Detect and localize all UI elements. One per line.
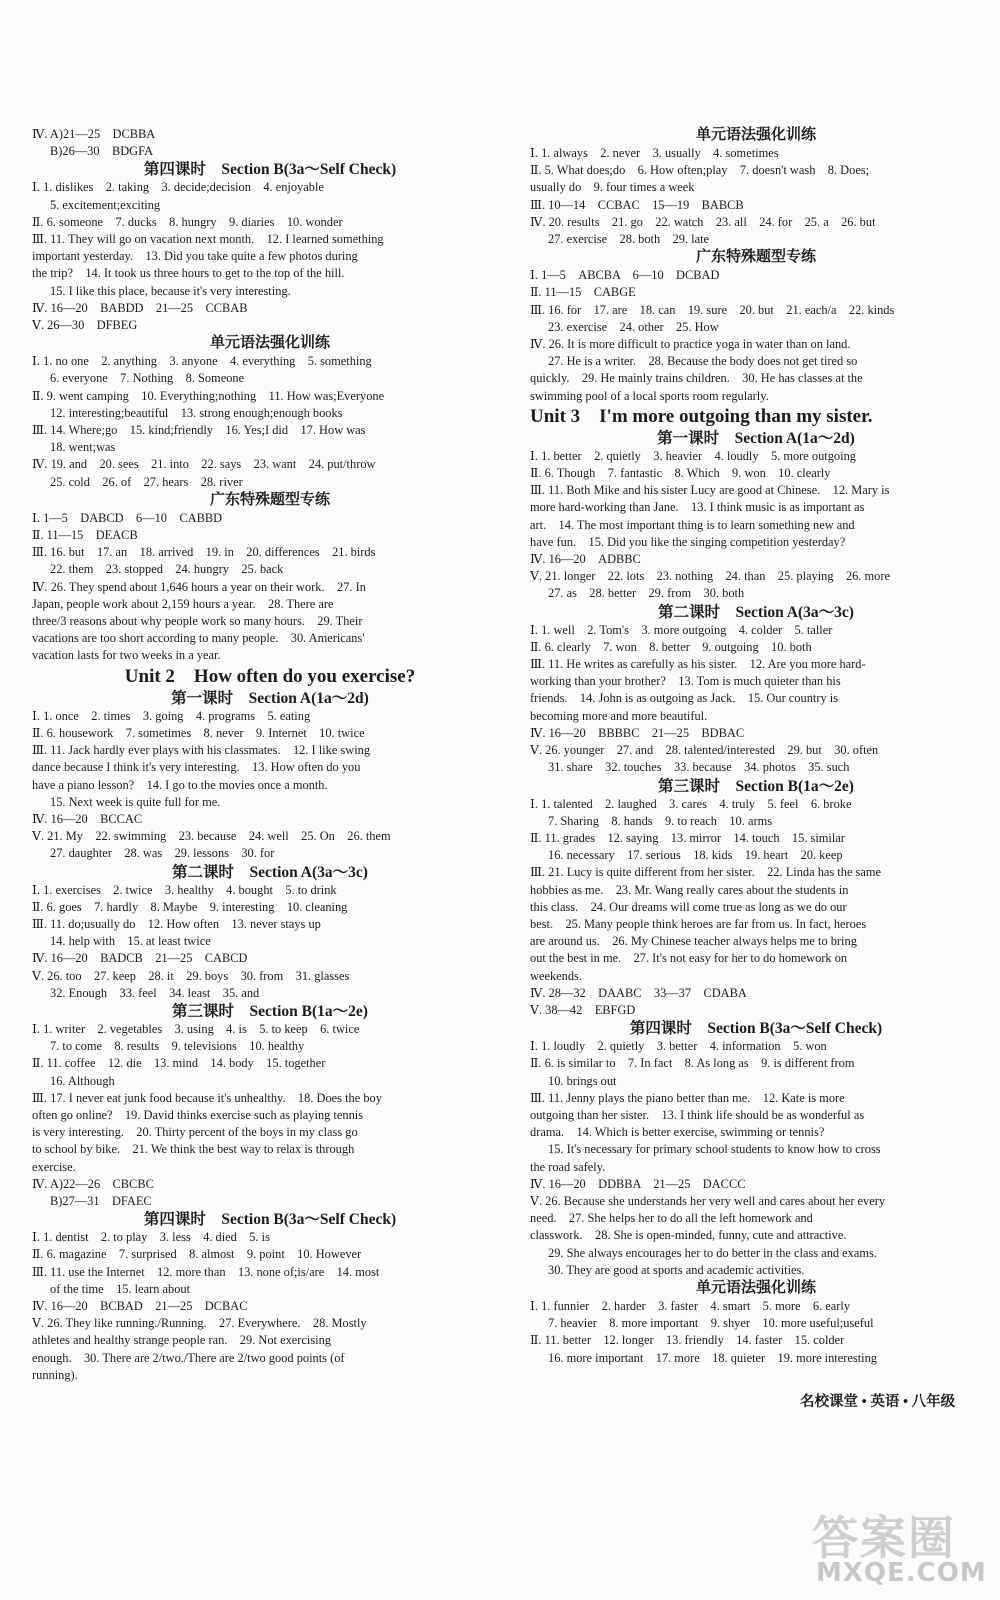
answer-line: 18. went;was [50, 440, 116, 455]
section-heading: 第三课时 Section B(1a～2e) [172, 1002, 368, 1020]
answer-line: 7. Sharing 8. hands 9. to reach 10. arms [548, 813, 773, 828]
answer-line: Ⅲ. 11. They will go on vacation next month. 12. I learned something [32, 232, 384, 247]
answer-line: 15. I like this place, because it's very interesting. [50, 283, 291, 298]
answer-line: Japan, people work about 2,159 hours a year. 28. There are [32, 596, 334, 611]
answer-line: vacations are too short according to many people. 30. Americans' [32, 631, 365, 646]
unit-heading: Unit 3 I'm more outgoing than my sister. [530, 405, 873, 427]
answer-line: Ⅱ. 6. magazine 7. surprised 8. almost 9. point 10. However [32, 1247, 362, 1262]
answer-line: the trip? 14. It took us three hours to get to the top of the hill. [32, 266, 345, 281]
answer-line: Ⅴ. 26. too 27. keep 28. it 29. boys 30. from 31. glasses [32, 968, 350, 983]
answer-line: 27. daughter 28. was 29. lessons 30. for [50, 846, 275, 861]
answer-line: Ⅳ. 16—20 BCBAD 21—25 DCBAC [32, 1298, 248, 1313]
answer-line: dance because I think it's very interesting. 13. How often do you [32, 760, 361, 775]
answer-line: Ⅱ. 6. someone 7. ducks 8. hungry 9. diaries 10. wonder [32, 214, 343, 229]
answer-line: Ⅱ. 11—15 CABGE [530, 285, 636, 300]
answer-line: Ⅴ. 38—42 EBFGD [530, 1002, 636, 1017]
answer-line: becoming more and more beautiful. [530, 708, 708, 723]
answer-line: have fun. 15. Did you like the singing competition yesterday? [530, 534, 846, 549]
answer-line: 16. more important 17. more 18. quieter 19. more interesting [548, 1350, 877, 1365]
answer-line: Ⅴ. 26—30 DFBEG [32, 318, 138, 333]
answer-line: 22. them 23. stopped 24. hungry 25. back [50, 562, 284, 577]
unit-heading: Unit 2 How often do you exercise? [124, 665, 416, 687]
page-footer: 名校课堂 • 英语 • 八年级 [800, 1394, 956, 1410]
answer-line: Ⅲ. 11. He writes as carefully as his sister. 12. Are you more hard- [530, 657, 866, 672]
answer-line: 23. exercise 24. other 25. How [548, 319, 719, 334]
answer-line: 10. brings out [548, 1073, 617, 1088]
answer-line: Ⅰ. 1—5 ABCBA 6—10 DCBAD [530, 268, 720, 283]
answer-line: Ⅰ. 1. always 2. never 3. usually 4. sometimes [530, 146, 779, 160]
answer-line: Ⅲ. 16. but 17. an 18. arrived 19. in 20. differences 21. birds [32, 545, 376, 560]
answer-line: often go online? 19. David thinks exercise such as playing tennis [32, 1107, 364, 1122]
answer-line: more hard-working than Jane. 13. I think music is as important as [530, 500, 865, 515]
answer-line: Ⅳ. 16—20 BABDD 21—25 CCBAB [32, 300, 248, 315]
answer-line: Ⅰ. 1. exercises 2. twice 3. healthy 4. bought 5. to drink [32, 882, 337, 897]
answer-line: Ⅲ. 11. Jack hardly ever plays with his classmates. 12. I like swing [32, 743, 371, 758]
section-heading: 第四课时 Section B(3a～Self Check) [629, 1020, 883, 1038]
answer-line: usually do 9. four times a week [530, 180, 695, 195]
answer-line: Ⅰ. 1. loudly 2. quietly 3. better 4. information 5. won [530, 1039, 827, 1054]
answer-line: athletes and healthy strange people ran. 29. Not exercising [32, 1333, 331, 1348]
watermark [812, 1502, 987, 1592]
answer-line: exercise. [32, 1159, 76, 1174]
answer-line: 5. excitement;exciting [50, 197, 161, 212]
answer-line: quickly. 29. He mainly trains children. 30. He has classes at the [530, 371, 863, 386]
answer-line: 16. necessary 17. serious 18. kids 19. heart 20. keep [548, 848, 843, 863]
practice-heading: 广东特殊题型专练 [209, 491, 330, 508]
answer-line: 31. share 32. touches 33. because 34. photos 35. such [548, 760, 850, 775]
section-heading: 第二课时 Section A(3a～3c) [658, 603, 854, 621]
answer-line: important yesterday. 13. Did you take quite a few photos during [32, 249, 358, 264]
answer-line: Ⅳ. 28—32 DAABC 33—37 CDABA [530, 985, 747, 1000]
answer-line: Ⅱ. 6. Though 7. fantastic 8. Which 9. won 10. clearly [530, 466, 831, 481]
answer-line: Ⅴ. 26. younger 27. and 28. talented/interested 29. but 30. often [530, 743, 879, 758]
answer-line: Ⅴ. 21. My 22. swimming 23. because 24. well 25. On 26. them [32, 829, 391, 844]
answer-line: 30. They are good at sports and academic activities. [548, 1262, 805, 1277]
answer-line: Ⅱ. 6. goes 7. hardly 8. Maybe 9. interesting 10. cleaning [32, 899, 348, 914]
answer-line: 14. help with 15. at least twice [50, 934, 211, 949]
practice-heading: 单元语法强化训练 [209, 335, 330, 352]
answer-line: have a piano lesson? 14. I go to the movies once a month. [32, 777, 328, 792]
answer-line: 7. to come 8. results 9. televisions 10. healthy [50, 1039, 305, 1054]
answer-line: B)27—31 DFAEC [50, 1193, 152, 1208]
answer-line: Ⅰ. 1—5 DABCD 6—10 CABBD [32, 510, 223, 525]
answer-line: Ⅱ. 6. is similar to 7. In fact 8. As long as 9. is different from [530, 1056, 855, 1071]
answer-line: 29. She always encourages her to do better in the class and exams. [548, 1245, 877, 1260]
answer-line: three/3 reasons about why people work so many hours. 29. Their [32, 614, 363, 629]
answer-line: Ⅲ. 11. use the Internet 12. more than 13. none of;is/are 14. most [32, 1264, 380, 1279]
answer-line: outgoing than her sister. 13. I think life should be as wonderful as [530, 1107, 865, 1122]
answer-line: Ⅲ. 21. Lucy is quite different from her sister. 22. Linda has the same [530, 865, 882, 880]
section-heading: 第一课时 Section A(1a～2d) [657, 429, 855, 447]
answer-line: Ⅳ. 16—20 BADCB 21—25 CABCD [32, 951, 248, 966]
answer-line: working than your brother? 13. Tom is much quieter than his [530, 674, 841, 689]
answer-line: swimming pool of a local sports room regularly. [530, 388, 769, 403]
answer-line: 16. Although [50, 1073, 115, 1088]
answer-line: 25. cold 26. of 27. hears 28. river [50, 474, 243, 489]
answer-line: the road safely. [530, 1159, 606, 1174]
answer-line: running). [32, 1367, 78, 1382]
answer-line: Ⅴ. 26. They like running./Running. 27. Everywhere. 28. Mostly [32, 1316, 367, 1331]
answer-line: Ⅳ. 19. and 20. sees 21. into 22. says 23. want 24. put/throw [32, 457, 376, 472]
answer-line: Ⅱ. 11—15 DEACB [32, 528, 138, 543]
answer-line: Ⅰ. 1. no one 2. anything 3. anyone 4. everything 5. something [32, 354, 372, 369]
answer-line: to school by bike. 21. We think the best way to relax is through [32, 1142, 355, 1157]
watermark-text: 答案圈 [812, 1511, 956, 1565]
answer-line: Ⅲ. 10—14 CCBAC 15—19 BABCB [530, 197, 744, 212]
answer-line: 32. Enough 33. feel 34. least 35. and [50, 985, 260, 1000]
answer-line: Ⅳ. 26. They spend about 1,646 hours a year on their work. 27. In [32, 579, 366, 594]
section-heading: 第二课时 Section A(3a～3c) [172, 863, 368, 881]
answer-line: 27. He is a writer. 28. Because the body does not get tired so [548, 354, 858, 369]
answer-line: Ⅲ. 14. Where;go 15. kind;friendly 16. Yes;I did 17. How was [32, 423, 366, 438]
answer-line: Ⅱ. 6. clearly 7. won 8. better 9. outgoing 10. both [530, 639, 812, 654]
answer-line: Ⅰ. 1. well 2. Tom's 3. more outgoing 4. colder 5. taller [530, 622, 833, 637]
answer-line: enough. 30. There are 2/two./There are 2/two good points (of [32, 1350, 345, 1365]
answer-line: Ⅱ. 11. coffee 12. die 13. mind 14. body 15. together [32, 1056, 326, 1071]
answer-line: Ⅲ. 11. do;usually do 12. How often 13. never stays up [32, 916, 321, 931]
answer-line: Ⅲ. 11. Jenny plays the piano better than me. 12. Kate is more [530, 1090, 845, 1105]
answer-line: of the time 15. learn about [50, 1281, 191, 1296]
answer-line: Ⅴ. 26. Because she understands her very well and cares about her every [530, 1193, 886, 1208]
answer-line: Ⅳ. A)22—26 CBCBC [32, 1176, 154, 1191]
section-heading: 第三课时 Section B(1a～2e) [658, 777, 854, 795]
answer-line: 12. interesting;beautiful 13. strong enough;enough books [50, 405, 343, 420]
answer-line: this class. 24. Our dreams will come true as long as we do our [530, 899, 847, 914]
answer-line: 27. as 28. better 29. from 30. both [548, 586, 745, 601]
section-heading: 第四课时 Section B(3a～Self Check) [143, 161, 397, 179]
answer-line: Ⅲ. 11. Both Mike and his sister Lucy are good at Chinese. 12. Mary is [530, 483, 890, 498]
answer-line: Ⅳ. A)21—25 DCBBA [32, 127, 156, 141]
answer-line: hobbies as me. 23. Mr. Wang really cares about the students in [530, 882, 849, 897]
answer-line: Ⅱ. 6. housework 7. sometimes 8. never 9. Internet 10. twice [32, 725, 365, 740]
answer-line: Ⅰ. 1. talented 2. laughed 3. cares 4. truly 5. feel 6. broke [530, 796, 852, 811]
answer-line: Ⅰ. 1. once 2. times 3. going 4. programs 5. eating [32, 708, 311, 723]
answer-line: Ⅱ. 5. What does;do 6. How often;play 7. doesn't wash 8. Does; [530, 163, 870, 178]
answer-line: Ⅳ. 16—20 DDBBA 21—25 DACCC [530, 1176, 746, 1191]
answer-line: 27. exercise 28. both 29. late [548, 232, 710, 247]
answer-line: Ⅰ. 1. funnier 2. harder 3. faster 4. smart 5. more 6. early [530, 1298, 851, 1313]
answer-line: Ⅲ. 16. for 17. are 18. can 19. sure 20. but 21. each/a 22. kinds [530, 302, 895, 317]
right-column [530, 126, 982, 1367]
answer-line: Ⅱ. 11. better 12. longer 13. friendly 14. faster 15. colder [530, 1333, 845, 1348]
answer-line: is very interesting. 20. Thirty percent of the boys in my class go [32, 1125, 358, 1140]
answer-line: drama. 14. Which is better exercise, swimming or tennis? [530, 1125, 825, 1140]
section-heading: 第四课时 Section B(3a～Self Check) [143, 1211, 397, 1229]
answer-line: Ⅱ. 11. grades 12. saying 13. mirror 14. touch 15. similar [530, 830, 845, 845]
answer-line: are around us. 26. My Chinese teacher always helps me to bring [530, 934, 857, 949]
left-column [32, 126, 508, 1384]
answer-line: Ⅰ. 1. writer 2. vegetables 3. using 4. is 5. to keep 6. twice [32, 1021, 360, 1036]
section-heading: 第一课时 Section A(1a～2d) [171, 689, 369, 707]
answer-line: Ⅳ. 20. results 21. go 22. watch 23. all 24. for 25. a 26. but [530, 214, 876, 229]
answer-line: Ⅲ. 17. I never eat junk food because it's unhealthy. 18. Does the boy [32, 1090, 382, 1105]
answer-line: Ⅰ. 1. dentist 2. to play 3. less 4. died 5. is [32, 1230, 270, 1245]
answer-line: Ⅰ. 1. better 2. quietly 3. heavier 4. loudly 5. more outgoing [530, 448, 856, 463]
answer-line: classwork. 28. She is open-minded, funny, cute and attractive. [530, 1228, 847, 1243]
answer-line: Ⅳ. 16—20 BCCAC [32, 811, 143, 826]
practice-heading: 单元语法强化训练 [695, 127, 816, 143]
answer-line: B)26—30 BDGFA [50, 144, 154, 159]
answer-line: friends. 14. John is as outgoing as Jack. 15. Our country is [530, 691, 839, 706]
answer-line: out the best in me. 27. It's not easy for her to do homework on [530, 951, 848, 966]
answer-line: Ⅳ. 16—20 BBBBC 21—25 BDBAC [530, 725, 745, 740]
answer-line: Ⅳ. 26. It is more difficult to practice yoga in water than on land. [530, 337, 851, 352]
answer-line: Ⅳ. 16—20 ADBBC [530, 552, 641, 567]
answer-line: need. 27. She helps her to do all the left homework and [530, 1211, 813, 1226]
practice-heading: 单元语法强化训练 [695, 1279, 816, 1296]
answer-line: vacation lasts for two weeks in a year. [32, 648, 221, 663]
answer-line: Ⅰ. 1. dislikes 2. taking 3. decide;decision 4. enjoyable [32, 180, 324, 195]
answer-line: art. 14. The most important thing is to learn something new and [530, 517, 855, 532]
practice-heading: 广东特殊题型专练 [695, 249, 816, 266]
answer-line: Ⅱ. 9. went camping 10. Everything;nothing 11. How was;Everyone [32, 388, 385, 403]
answer-line: 7. heavier 8. more important 9. shyer 10. more useful;useful [548, 1316, 874, 1331]
watermark-url: MXQE.COM [816, 1558, 987, 1588]
answer-line: 6. everyone 7. Nothing 8. Someone [50, 371, 245, 386]
answer-line: best. 25. Many people think heroes are far from us. In fact, heroes [530, 916, 867, 931]
answer-line: 15. Next week is quite full for me. [50, 794, 221, 809]
answer-line: 15. It's necessary for primary school students to know how to cross [548, 1142, 881, 1157]
answer-line: weekends. [530, 968, 582, 983]
answer-line: Ⅴ. 21. longer 22. lots 23. nothing 24. than 25. playing 26. more [530, 569, 890, 584]
